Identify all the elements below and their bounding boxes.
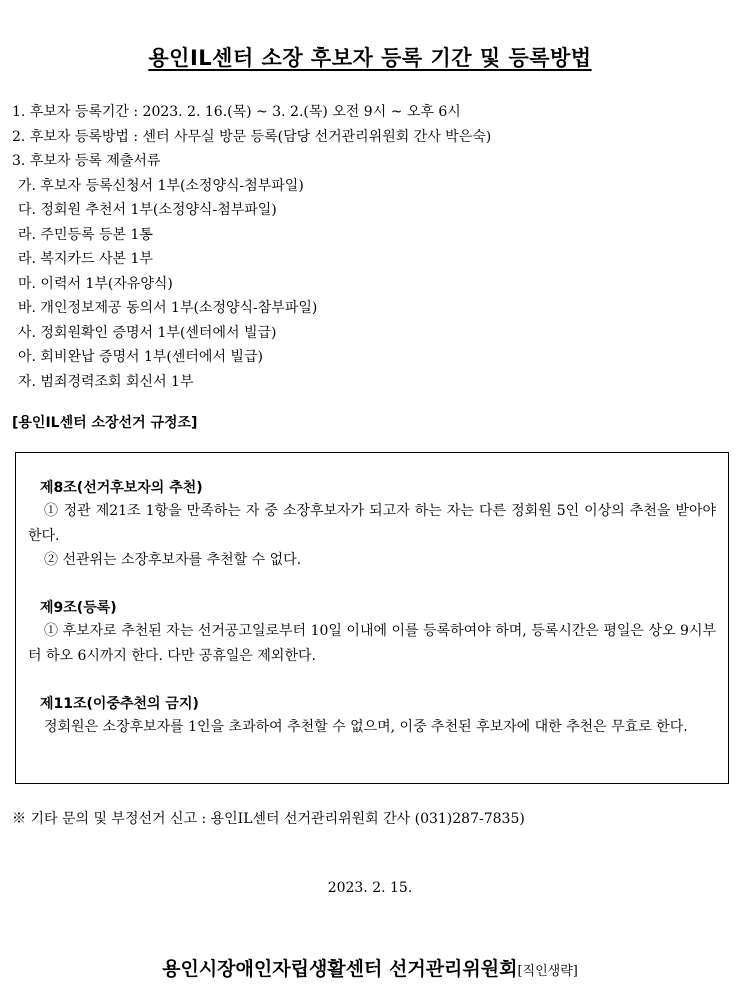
notice-date: 2023. 2. 15. <box>327 880 413 896</box>
document-item: 다. 정회원 추천서 1부(소정양식-첨부파일) <box>18 202 277 218</box>
article-paragraph: ② 선관위는 소장후보자를 추천할 수 없다. <box>44 552 302 568</box>
seal-note: [직인생략] <box>517 964 578 979</box>
item-registration-period: 1. 후보자 등록기간 : 2023. 2. 16.(목) ~ 3. 2.(목) 오전 9시 ~ 오후 6시 <box>12 104 461 120</box>
document-item: 가. 후보자 등록신청서 1부(소정양식-첨부파일) <box>18 177 304 194</box>
article-11 <box>28 693 716 740</box>
document-item: 마. 이력서 1부(자유양식) <box>18 275 173 292</box>
document-item: 라. 복지카드 사본 1부 <box>18 251 153 267</box>
article-title: 제9조(등록) <box>40 600 117 616</box>
page-title: 용인IL센터 소장 후보자 등록 기간 및 등록방법 <box>148 46 592 70</box>
inquiry-notice: ※ 기타 문의 및 부정선거 신고 : 용인IL센터 선거관리위원회 간사 (031)287-7835) <box>12 811 525 827</box>
rules-heading: [용인IL센터 소장선거 규정조] <box>12 415 198 431</box>
article-paragraph: ① 후보자로 추천된 자는 선거공고일로부터 10일 이내에 이를 등록하여야 하며, 등록시간은 평일은 상오 9시부터 하오 6시까지 한다. 다만 공휴일은 제외한다. <box>28 623 716 664</box>
article-paragraph: ① 정관 제21조 1항을 만족하는 자 중 소장후보자가 되고자 하는 자는 다른 정회원 5인 이상의 추천을 받아야 한다. <box>28 503 716 544</box>
item-required-documents: 3. 후보자 등록 제출서류 <box>12 153 161 169</box>
organization-name: 용인시장애인자립생활센터 선거관리위원회 <box>162 958 518 980</box>
document-item: 아. 회비완납 증명서 1부(센터에서 빌급) <box>18 349 263 365</box>
document-item: 사. 정회원확인 증명서 1부(센터에서 빌급) <box>18 324 277 341</box>
article-paragraph: 정회원은 소장후보자를 1인을 초과하여 추천할 수 없으며, 이중 추천된 후보자에 대한 추천은 무효로 한다. <box>44 719 688 735</box>
document-item: 자. 범죄경력조회 회신서 1부 <box>18 373 194 390</box>
document-item: 라. 주민등록 등본 1통 <box>18 226 153 243</box>
registration-info <box>12 100 732 394</box>
article-8 <box>28 477 716 573</box>
rules-box <box>15 452 729 784</box>
article-title: 제11조(이중추천의 금지) <box>40 696 199 712</box>
article-9 <box>28 597 716 668</box>
issuer <box>0 954 740 981</box>
article-title: 제8조(선거후보자의 추천) <box>40 480 203 496</box>
document-item: 바. 개인정보제공 동의서 1부(소정양식-참부파일) <box>18 300 318 316</box>
item-registration-method: 2. 후보자 등록방법 : 센터 사무실 방문 등록(담당 선거관리위원회 간사 박은숙) <box>12 128 492 145</box>
